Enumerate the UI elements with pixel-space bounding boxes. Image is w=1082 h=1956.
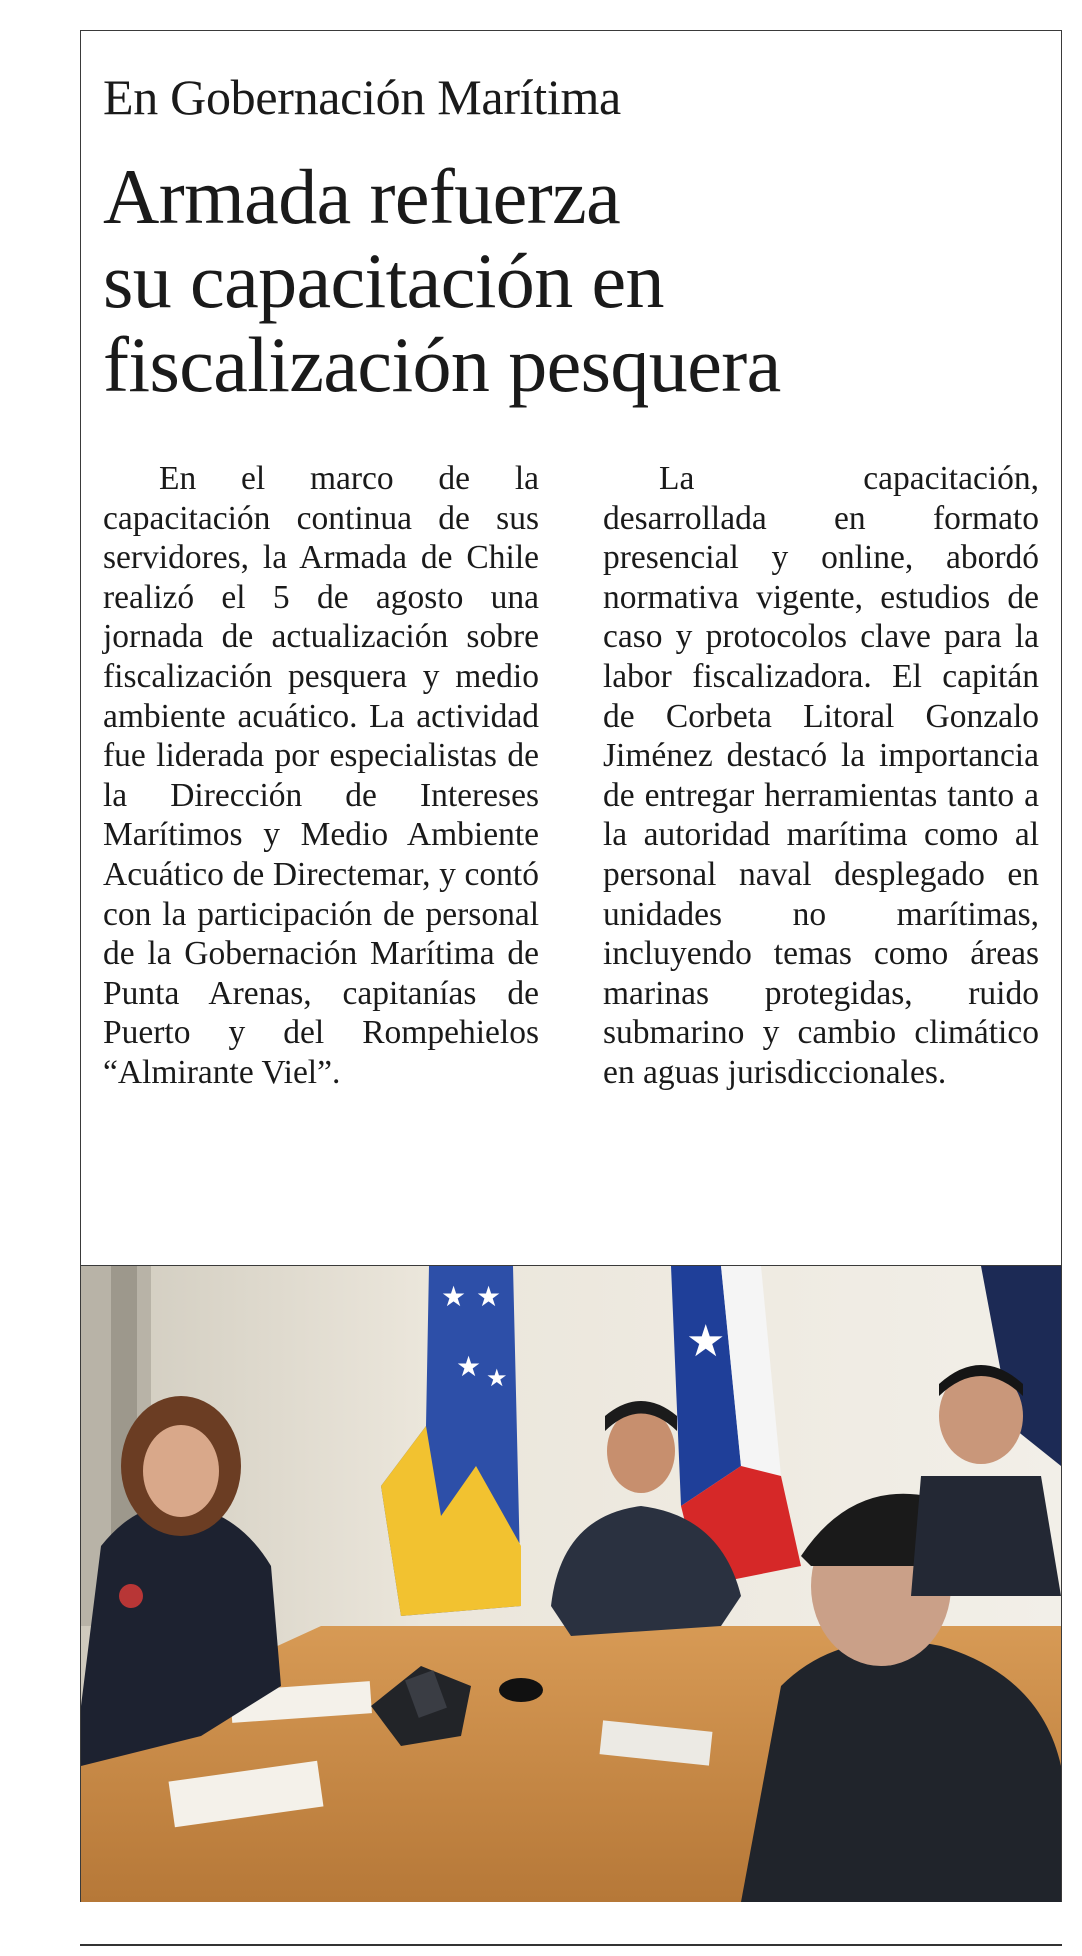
body-paragraph-1: En el marco de la capacitación continua de sus servidores, la Armada de Chile realizó el 5 de agosto una jornada de actualización sobre fiscalización pesquera y medio ambiente acuático. La actividad fue liderada por especialistas de la Dirección de Intereses Marítimos y Medio Ambiente Acuático de Directemar, y contó con la participación de personal de la Gobernación Marítima de Punta Arenas, capitanías de Puerto y del Rompehielos “Almirante Viel”. xyxy=(103,460,539,1091)
body-column-left xyxy=(103,459,539,1093)
body-paragraph-2: La capacitación, desarrollada en formato presencial y online, abordó normativa vigente, estudios de caso y protocolos clave para la labor fiscalizadora. El capitán de Corbeta Litoral Gonzalo Jiménez destacó la importancia de entregar herramientas tanto a la autoridad marítima como al personal naval desplegado en unidades no marítimas, incluyendo temas como áreas marinas protegidas, ruido submarino y cambio climático en aguas jurisdiccionales. xyxy=(603,460,1039,1091)
speaker xyxy=(499,1678,543,1702)
body-column-right xyxy=(603,459,1039,1093)
svg-text:★: ★ xyxy=(441,1280,467,1313)
svg-text:★: ★ xyxy=(486,1364,508,1392)
bottom-rule xyxy=(80,1944,1062,1946)
article-photo xyxy=(81,1265,1061,1902)
article-headline: Armada refuerza su capacitación en fiscalización pesquera xyxy=(103,153,781,408)
svg-text:★: ★ xyxy=(686,1316,726,1367)
meeting-room-illustration xyxy=(81,1266,1061,1902)
svg-text:★: ★ xyxy=(456,1350,482,1383)
svg-text:★: ★ xyxy=(476,1280,502,1313)
article-kicker: En Gobernación Marítima xyxy=(103,69,621,125)
article-frame xyxy=(80,30,1062,1902)
